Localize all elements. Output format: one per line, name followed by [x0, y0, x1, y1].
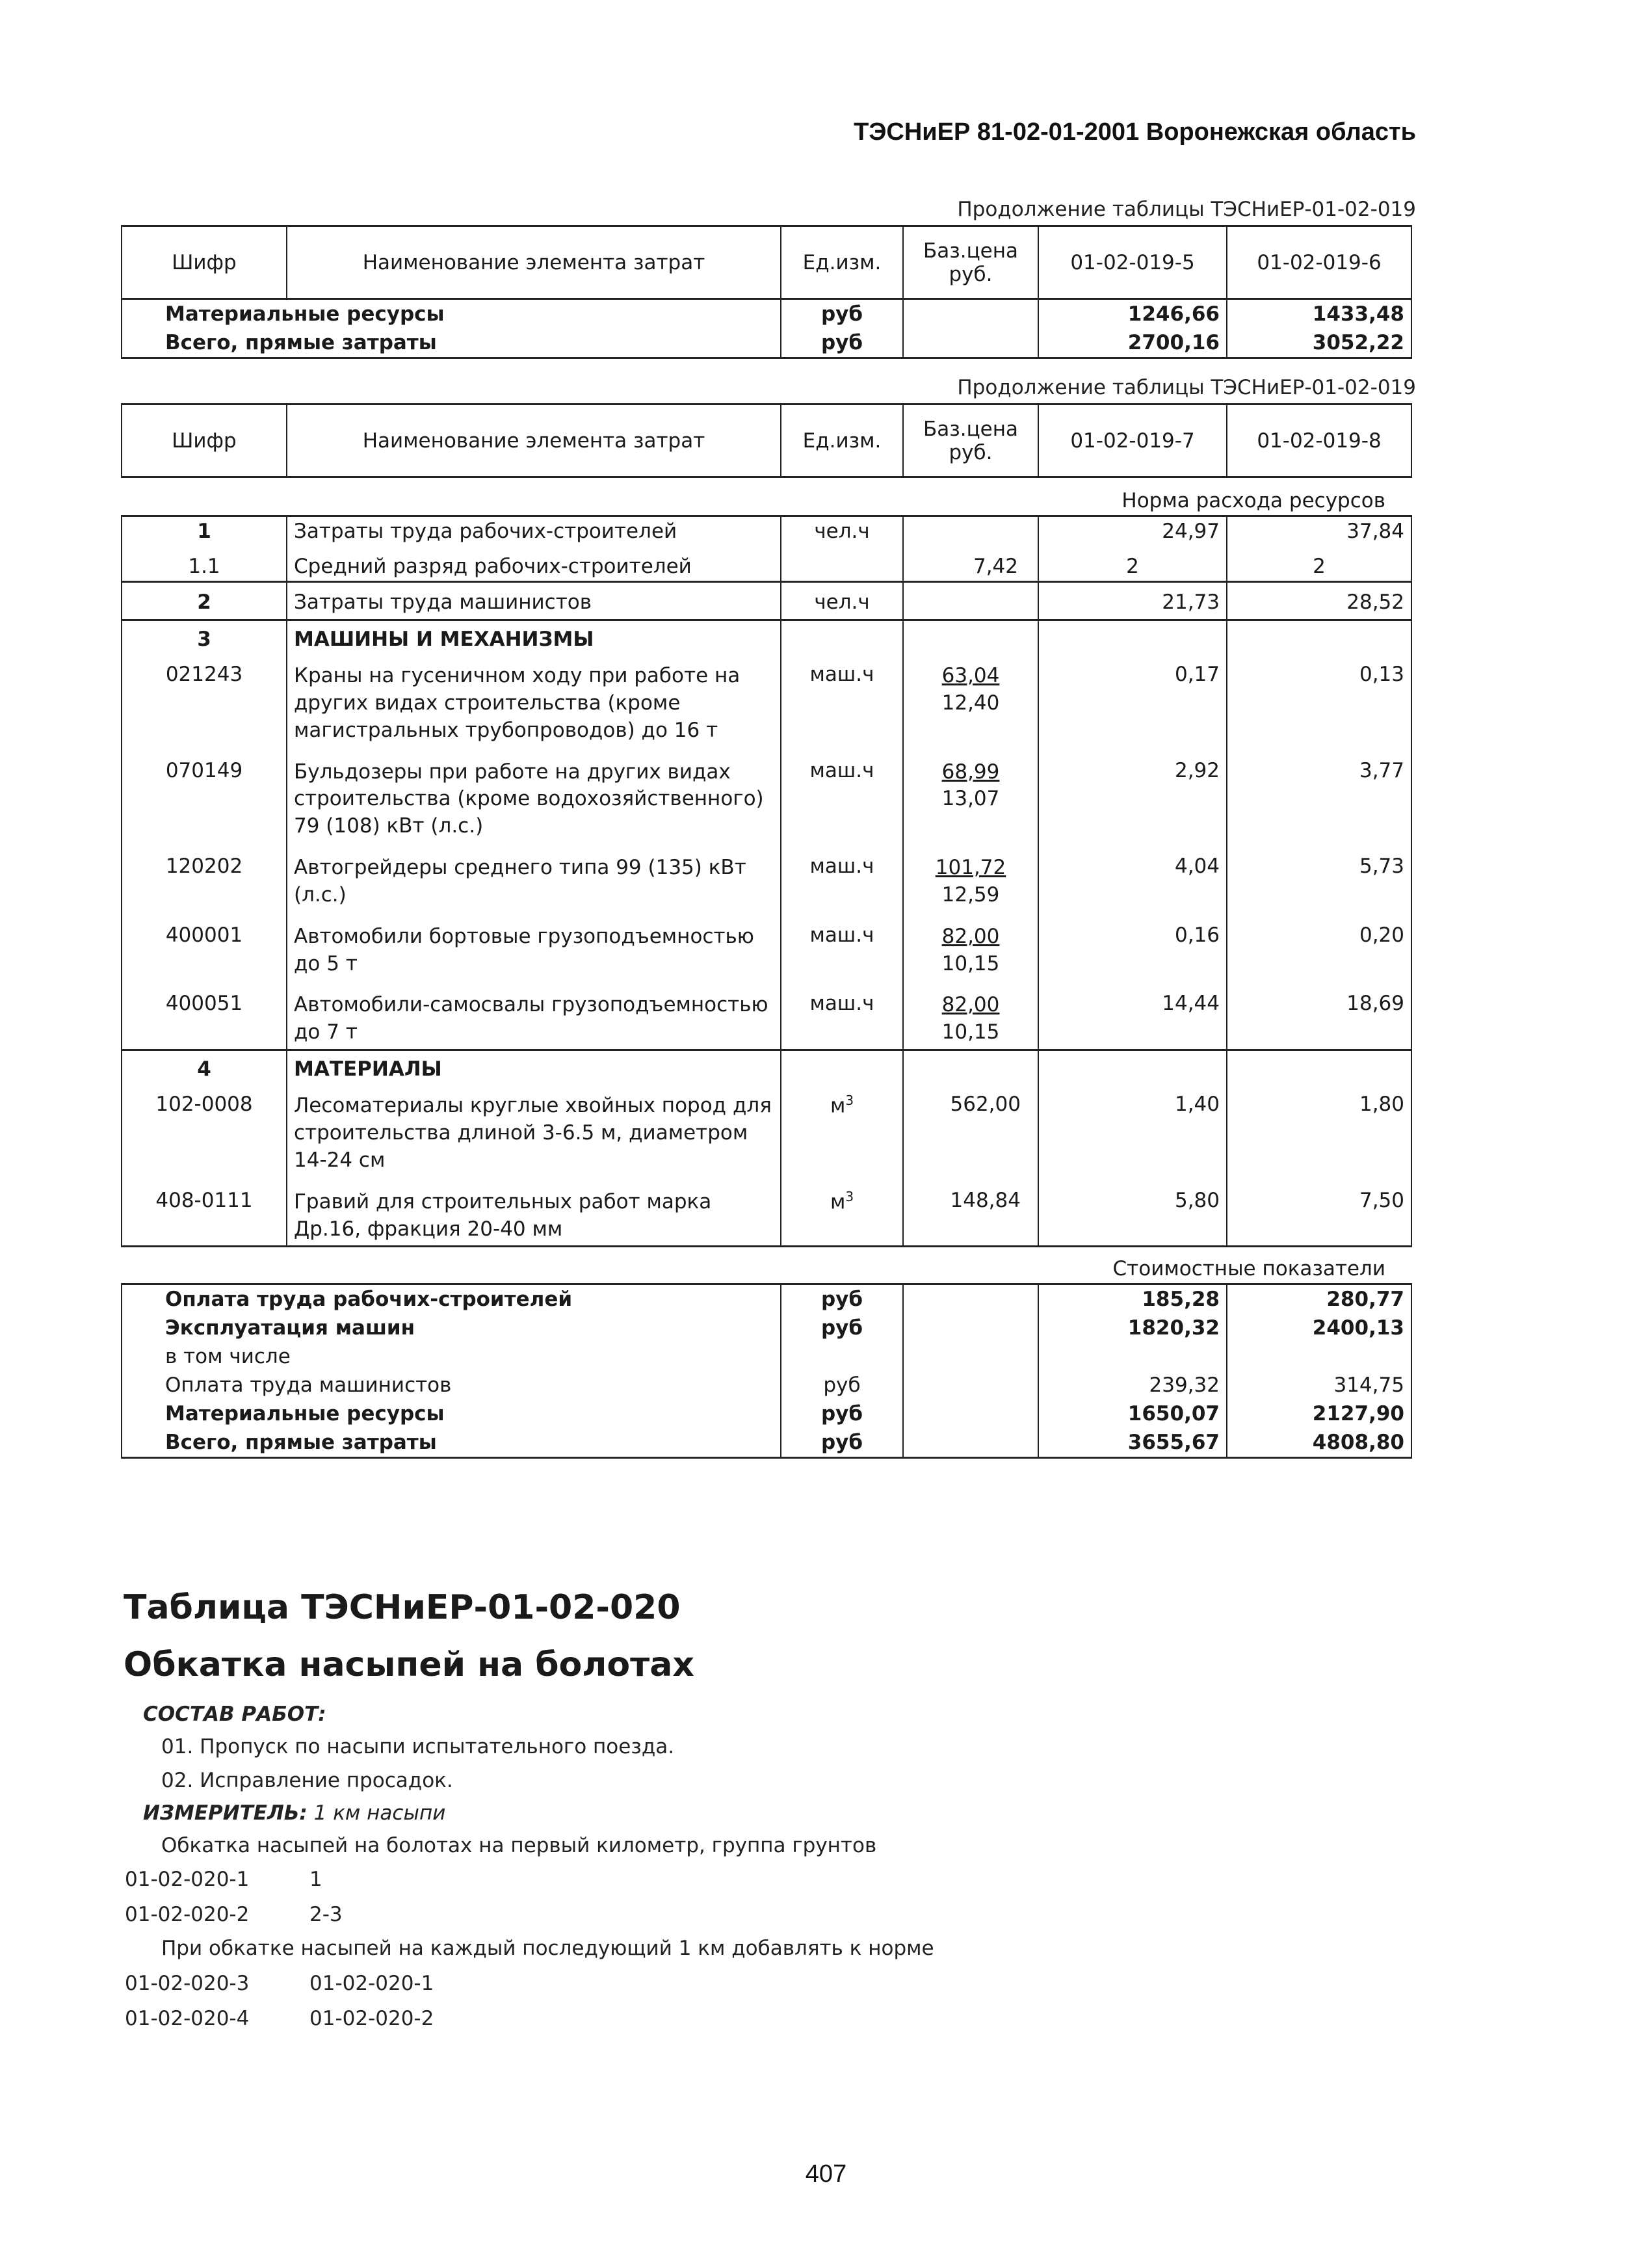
row-value: 0,17 — [1038, 654, 1227, 747]
table-row — [122, 980, 1411, 1050]
table2-header-price: Баз.цена руб. — [903, 404, 1038, 477]
row-price: 82,00 — [941, 993, 1000, 1017]
row-code: 400001 — [122, 912, 287, 981]
table2-caption: Продолжение таблицы ТЭСНиЕР-01-02-019 — [957, 376, 1416, 399]
table-row — [122, 843, 1411, 912]
row-value: 1433,48 — [1227, 299, 1411, 329]
norm-code-value: 1 — [309, 1868, 322, 1891]
row-code: 021243 — [122, 654, 287, 747]
row-value: 1,40 — [1038, 1083, 1227, 1177]
row-code: 120202 — [122, 843, 287, 912]
row-unit: чел.ч — [781, 582, 903, 620]
row-code: 3 — [122, 620, 287, 654]
row-price — [903, 516, 1038, 546]
table2-header-col8: 01-02-019-8 — [1227, 404, 1411, 477]
row-price: 148,84 — [903, 1177, 1038, 1247]
norm-code: 01-02-020-4 — [125, 2007, 250, 2030]
table-row — [122, 1342, 1411, 1371]
norm-code-value: 01-02-020-1 — [309, 1972, 434, 1995]
row-unit: руб — [781, 299, 903, 329]
description-line-2: При обкатке насыпей на каждый последующий 1 км добавлять к норме — [161, 1937, 934, 1960]
row-unit: руб — [781, 1314, 903, 1342]
cost-label-row — [122, 1247, 1411, 1284]
meter-label: ИЗМЕРИТЕЛЬ: — [143, 1801, 308, 1825]
row-name: Автогрейдеры среднего типа 99 (135) кВт (л.с.) — [287, 843, 781, 912]
row-unit: руб — [781, 328, 903, 358]
row-name: Оплата труда машинистов — [122, 1371, 781, 1399]
row-code: 1.1 — [122, 546, 287, 582]
row-name: Автомобили бортовые грузоподъемностью до 5 т — [287, 912, 781, 981]
row-code: 102-0008 — [122, 1083, 287, 1177]
unit-sup: 3 — [845, 1188, 854, 1204]
table-row — [122, 1177, 1411, 1247]
table2-header-name: Наименование элемента затрат — [287, 404, 781, 477]
row-name: Гравий для строительных работ марка Др.16, фракция 20-40 мм — [287, 1177, 781, 1247]
norm-code-value: 2-3 — [309, 1903, 343, 1926]
row-value: 21,73 — [1038, 582, 1227, 620]
table-row — [122, 582, 1411, 620]
row-price-wage: 13,07 — [941, 787, 1000, 811]
row-unit: маш.ч — [781, 912, 903, 981]
row-code: 400051 — [122, 980, 287, 1050]
row-value: 1,80 — [1227, 1083, 1411, 1177]
row-price: 63,04 — [941, 664, 1000, 687]
row-unit — [781, 1083, 903, 1177]
row-value: 4808,80 — [1227, 1428, 1411, 1458]
row-value: 1246,66 — [1038, 299, 1227, 329]
row-value: 37,84 — [1227, 516, 1411, 546]
row-price: 562,00 — [903, 1083, 1038, 1177]
table-row — [122, 1284, 1411, 1314]
unit-sup: 3 — [845, 1093, 854, 1109]
table-row — [122, 912, 1411, 981]
row-value: 314,75 — [1227, 1371, 1411, 1399]
row-name: Средний разряд рабочих-строителей — [287, 546, 781, 582]
row-value: 14,44 — [1038, 980, 1227, 1050]
table1-header-code: Шифр — [122, 226, 287, 299]
row-value: 0,16 — [1038, 912, 1227, 981]
section-subtitle: Обкатка насыпей на болотах — [124, 1645, 694, 1684]
row-value: 5,73 — [1227, 843, 1411, 912]
row-unit: руб — [781, 1399, 903, 1428]
row-value: 3052,22 — [1227, 328, 1411, 358]
table1-header-price: Баз.цена руб. — [903, 226, 1038, 299]
unit-text: м — [830, 1094, 846, 1118]
work-label: СОСТАВ РАБОТ: — [143, 1703, 326, 1726]
row-value: 4,04 — [1038, 843, 1227, 912]
row-value: 2700,16 — [1038, 328, 1227, 358]
row-value: 2127,90 — [1227, 1399, 1411, 1428]
row-price: 82,00 — [941, 924, 1000, 948]
row-name: в том числе — [122, 1342, 781, 1371]
row-name: Затраты труда машинистов — [287, 582, 781, 620]
table-row — [122, 1428, 1411, 1458]
description-line-1: Обкатка насыпей на болотах на первый километр, группа грунтов — [161, 1834, 877, 1857]
meter-value: 1 км насыпи — [313, 1801, 446, 1825]
row-value: 1650,07 — [1038, 1399, 1227, 1428]
row-name: Лесоматериалы круглые хвойных пород для строительства длиной 3-6.5 м, диаметром 14-24 см — [287, 1083, 781, 1177]
norm-code: 01-02-020-3 — [125, 1972, 250, 1995]
row-value: 1820,32 — [1038, 1314, 1227, 1342]
row-price: 7,42 — [903, 546, 1038, 582]
row-value: 18,69 — [1227, 980, 1411, 1050]
cost-label: Стоимостные показатели — [122, 1247, 1411, 1284]
table1-caption: Продолжение таблицы ТЭСНиЕР-01-02-019 — [957, 198, 1416, 221]
page-header: ТЭСНиЕР 81-02-01-2001 Воронежская область — [854, 118, 1416, 146]
table1-header-name: Наименование элемента затрат — [287, 226, 781, 299]
table2 — [121, 403, 1412, 1459]
table2-header-code: Шифр — [122, 404, 287, 477]
row-value: 24,97 — [1038, 516, 1227, 546]
row-unit: маш.ч — [781, 654, 903, 747]
meter-line — [143, 1801, 445, 1825]
row-code: 2 — [122, 582, 287, 620]
row-value: 2 — [1038, 546, 1227, 582]
table1-header-col6: 01-02-019-6 — [1227, 226, 1411, 299]
row-code: 070149 — [122, 747, 287, 843]
row-price-wage: 12,40 — [941, 691, 1000, 715]
table-row — [122, 654, 1411, 747]
row-name: Всего, прямые затраты — [122, 1428, 781, 1458]
table1-header-unit: Ед.изм. — [781, 226, 903, 299]
row-price: 68,99 — [941, 760, 1000, 784]
row-name: Краны на гусеничном ходу при работе на других видах строительства (кроме магистральных трубопроводов) до 16 т — [287, 654, 781, 747]
table-row — [122, 1083, 1411, 1177]
norm-code-value: 01-02-020-2 — [309, 2007, 434, 2030]
table-row — [122, 546, 1411, 582]
table-row — [122, 516, 1411, 546]
row-unit: руб — [781, 1371, 903, 1399]
row-value: 2,92 — [1038, 747, 1227, 843]
row-unit — [781, 1177, 903, 1247]
table-row — [122, 1050, 1411, 1084]
row-name: Всего, прямые затраты — [122, 328, 781, 358]
row-code: 408-0111 — [122, 1177, 287, 1247]
row-name: Материальные ресурсы — [122, 1399, 781, 1428]
row-value: 0,13 — [1227, 654, 1411, 747]
work-item-1: 01. Пропуск по насыпи испытательного поезда. — [161, 1735, 675, 1758]
row-value: 28,52 — [1227, 582, 1411, 620]
row-code: 4 — [122, 1050, 287, 1084]
table-row — [122, 1314, 1411, 1342]
table-row — [122, 328, 1411, 358]
row-unit: руб — [781, 1284, 903, 1314]
row-value: 3655,67 — [1038, 1428, 1227, 1458]
row-name: МАТЕРИАЛЫ — [287, 1050, 781, 1084]
row-unit: чел.ч — [781, 516, 903, 546]
table1-header-col5: 01-02-019-5 — [1038, 226, 1227, 299]
row-unit: руб — [781, 1428, 903, 1458]
work-item-2: 02. Исправление просадок. — [161, 1769, 453, 1792]
row-name: Затраты труда рабочих-строителей — [287, 516, 781, 546]
table-row — [122, 747, 1411, 843]
row-price-wage: 10,15 — [941, 951, 1000, 975]
row-price-wage: 10,15 — [941, 1020, 1000, 1044]
norm-code: 01-02-020-1 — [125, 1868, 250, 1891]
row-value: 280,77 — [1227, 1284, 1411, 1314]
row-unit: маш.ч — [781, 747, 903, 843]
table2-header-unit: Ед.изм. — [781, 404, 903, 477]
row-name: Материальные ресурсы — [122, 299, 781, 329]
norm-label: Норма расхода ресурсов — [1121, 489, 1385, 512]
row-value: 7,50 — [1227, 1177, 1411, 1247]
row-value: 239,32 — [1038, 1371, 1227, 1399]
row-value: 3,77 — [1227, 747, 1411, 843]
table-row — [122, 1371, 1411, 1399]
row-code: 1 — [122, 516, 287, 546]
table-row — [122, 620, 1411, 654]
section-title: Таблица ТЭСНиЕР-01-02-020 — [124, 1588, 681, 1627]
row-value: 2400,13 — [1227, 1314, 1411, 1342]
row-price-wage: 12,59 — [941, 882, 1000, 907]
row-unit: маш.ч — [781, 843, 903, 912]
table2-header-col7: 01-02-019-7 — [1038, 404, 1227, 477]
row-name: Оплата труда рабочих-строителей — [122, 1284, 781, 1314]
row-name: Эксплуатация машин — [122, 1314, 781, 1342]
row-value: 185,28 — [1038, 1284, 1227, 1314]
row-unit — [781, 546, 903, 582]
row-price: 101,72 — [935, 856, 1006, 880]
row-value: 5,80 — [1038, 1177, 1227, 1247]
row-value: 2 — [1227, 546, 1411, 582]
norm-row — [122, 477, 1411, 516]
row-value: 0,20 — [1227, 912, 1411, 981]
table-row — [122, 299, 1411, 329]
row-name: МАШИНЫ И МЕХАНИЗМЫ — [287, 620, 781, 654]
table1 — [121, 225, 1412, 359]
row-name: Автомобили-самосвалы грузоподъемностью до 7 т — [287, 980, 781, 1050]
row-name: Бульдозеры при работе на других видах строительства (кроме водохозяйственного) 79 (108) кВт (л.с.) — [287, 747, 781, 843]
table-row — [122, 1399, 1411, 1428]
unit-text: м — [830, 1189, 846, 1213]
row-unit: маш.ч — [781, 980, 903, 1050]
page-number: 407 — [805, 2160, 847, 2188]
norm-code: 01-02-020-2 — [125, 1903, 250, 1926]
